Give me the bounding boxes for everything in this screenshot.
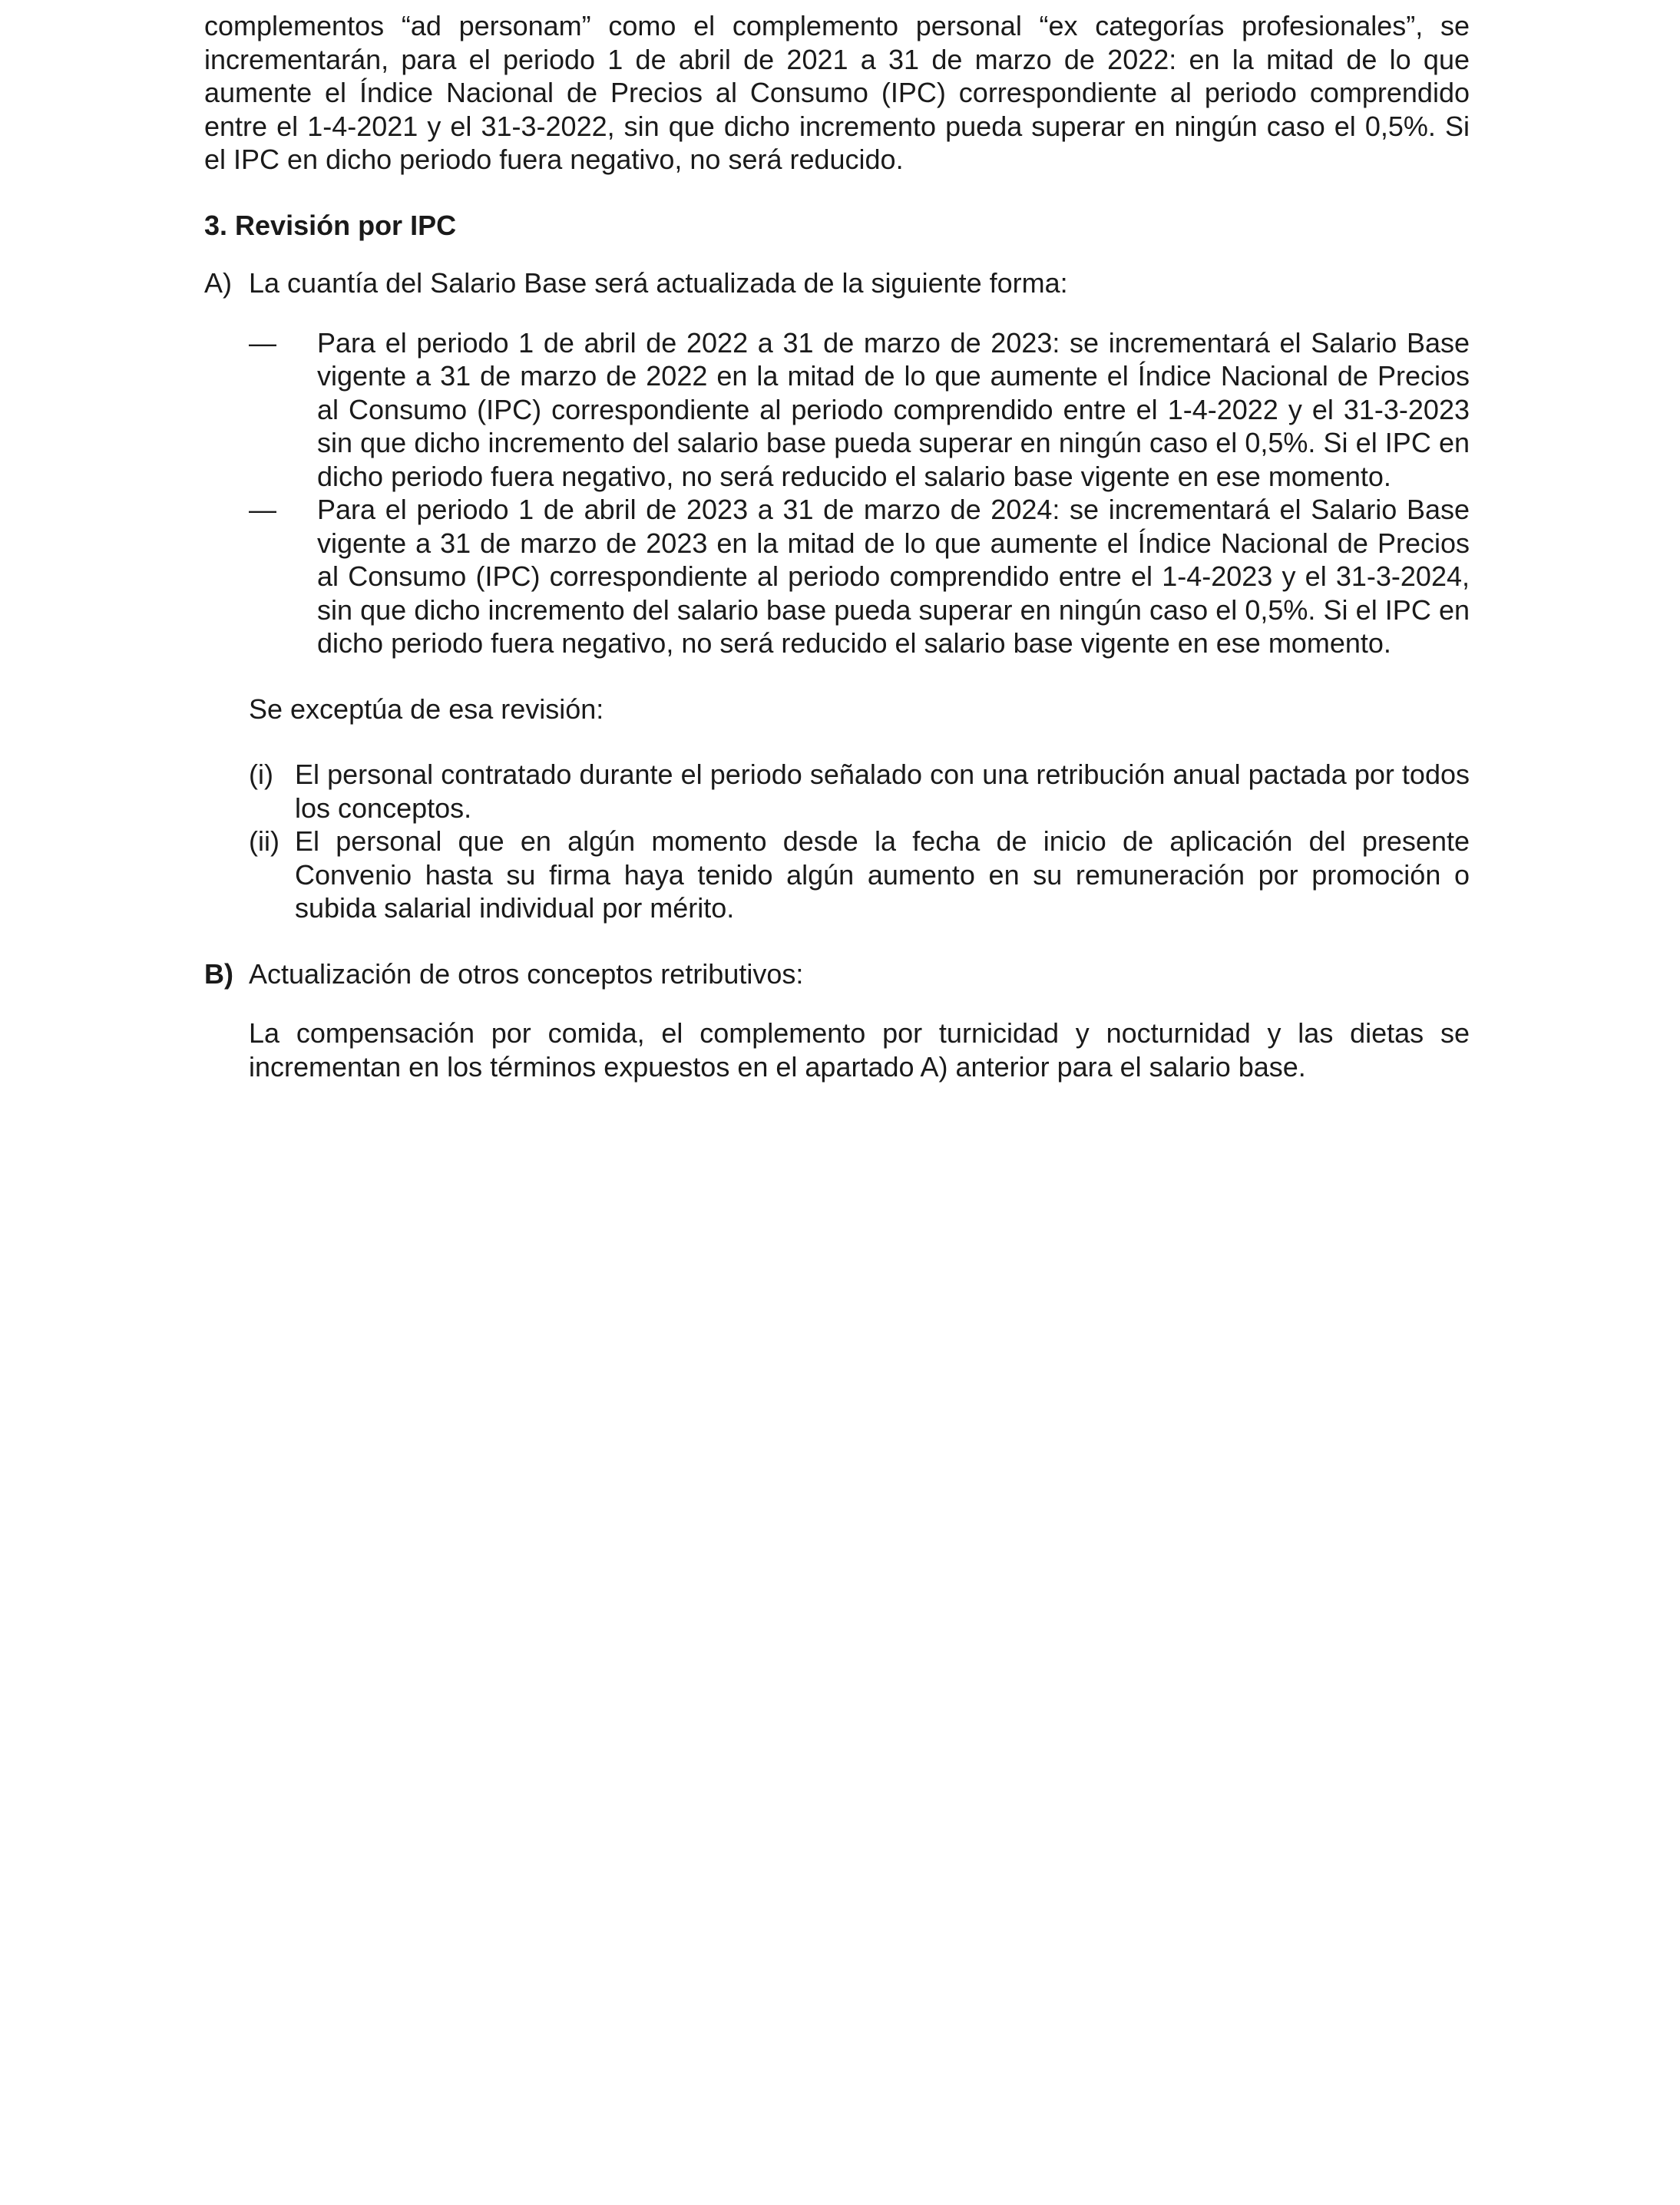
list-item-text: Para el periodo 1 de abril de 2022 a 31 de marzo de 2023: se incrementará el Salario Base vigente a 31 de marzo de 2022 en la mitad de lo que aumente el Índice Nacional de Precios al Consumo (IPC) correspondiente al periodo comprendido entre el 1-4-2022 y el 31-3-2023 sin que dicho incremento del salario base pueda superar en ningún caso el 0,5%. Si el IPC en dicho periodo fuera negativo, no será reducido el salario base vigente en ese momento. <box>317 326 1470 492</box>
subsection-b <box>204 957 1470 991</box>
exception-intro: Se exceptúa de esa revisión: <box>249 693 604 725</box>
dash-marker: — <box>249 326 276 359</box>
roman-marker: (i) <box>249 759 273 790</box>
list-item <box>249 825 1470 925</box>
document-page <box>204 9 1470 1083</box>
list-item-text: El personal que en algún momento desde la fecha de inicio de aplicación del presente Convenio hasta su firma haya tenido algún aumento en su remuneración por promoción o subida salarial individual por mérito. <box>295 825 1470 924</box>
subsection-b-label: B) <box>204 957 233 990</box>
section-heading: 3. Revisión por IPC <box>204 209 457 241</box>
intro-paragraph: complementos “ad personam” como el complemento personal “ex categorías profesionales”, se incrementarán, para el periodo 1 de abril de 2021 a 31 de marzo de 2022: en la mitad de lo que aumente el Índice Nacional de Precios al Consumo (IPC) correspondiente al periodo comprendido entre el 1-4-2021 y el 31-3-2022, sin que dicho incremento pueda superar en ningún caso el 0,5%. Si el IPC en dicho periodo fuera negativo, no será reducido. <box>204 10 1470 175</box>
list-item <box>249 493 1470 660</box>
list-item <box>249 758 1470 825</box>
roman-marker: (ii) <box>249 825 279 857</box>
subsection-b-text: Actualización de otros conceptos retributivos: <box>249 957 804 990</box>
list-item-text: Para el periodo 1 de abril de 2023 a 31 de marzo de 2024: se incrementará el Salario Base vigente a 31 de marzo de 2023 en la mitad de lo que aumente el Índice Nacional de Precios al Consumo (IPC) correspondiente al periodo comprendido entre el 1-4-2023 y el 31-3-2024, sin que dicho incremento del salario base pueda superar en ningún caso el 0,5%. Si el IPC en dicho periodo fuera negativo, no será reducido el salario base vigente en ese momento. <box>317 494 1470 659</box>
final-paragraph: La compensación por comida, el complemento por turnicidad y nocturnidad y las dietas se incrementan en los términos expuestos en el apartado A) anterior para el salario base. <box>249 1017 1470 1083</box>
list-item <box>249 326 1470 494</box>
dash-list <box>249 326 1470 660</box>
dash-marker: — <box>249 494 276 525</box>
subsection-a-label: A) <box>204 267 232 299</box>
subsection-a-text: La cuantía del Salario Base será actualizada de la siguiente forma: <box>249 267 1068 299</box>
subsection-a <box>204 266 1470 300</box>
list-item-text: El personal contratado durante el periodo señalado con una retribución anual pactada por todos los conceptos. <box>295 759 1470 824</box>
roman-list <box>249 758 1470 925</box>
